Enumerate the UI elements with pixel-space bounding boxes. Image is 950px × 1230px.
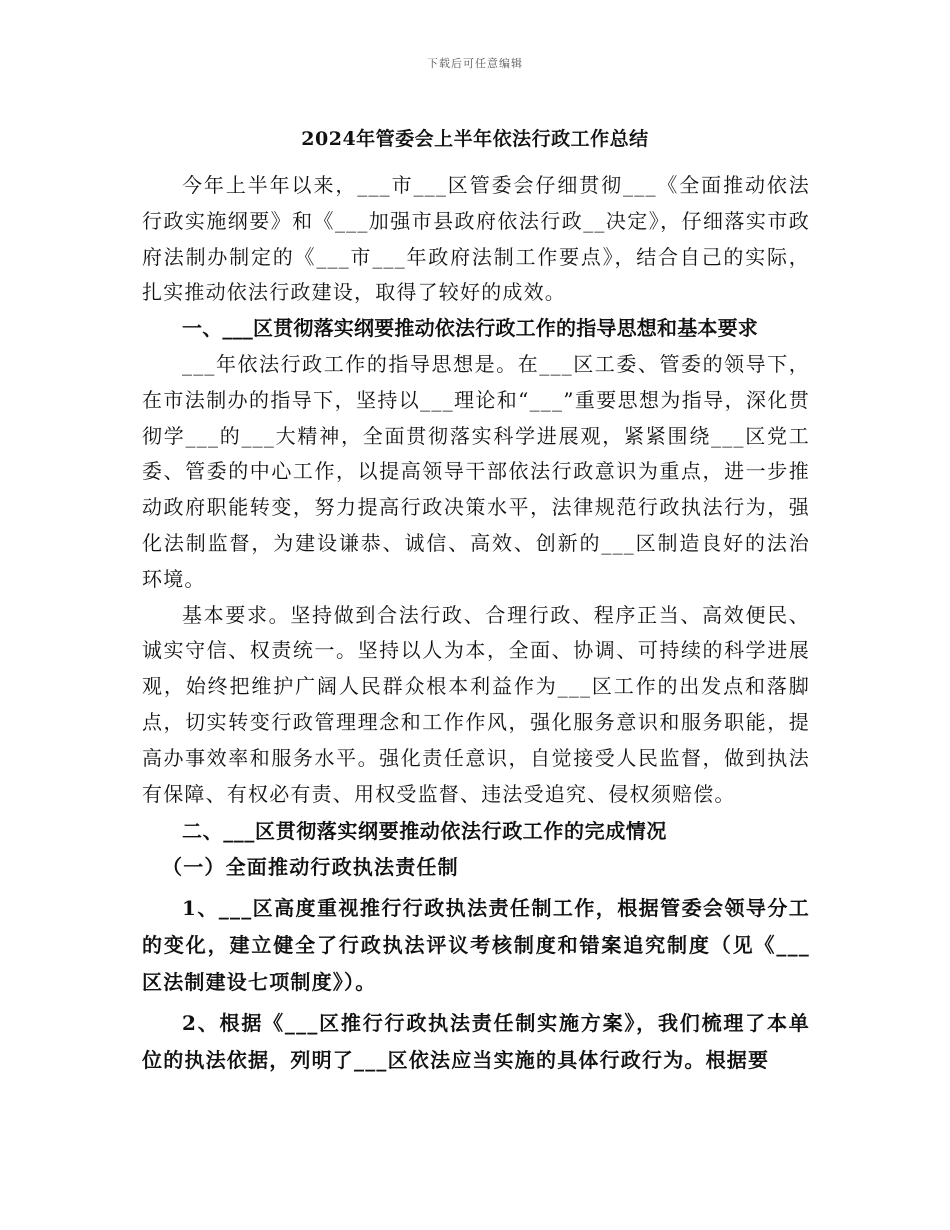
intro-paragraph: 今年上半年以来，___市___区管委会仔细贯彻___《全面推动依法行政实施纲要》和《___加强市县政府依法行政__决定》，仔细落实市政府法制办制定的《___市___年政府法制工作要点》，结合自己的实际，扎实推动依法行政建设，取得了较好的成效。 [142,173,810,305]
item-paragraph-1: 1、___区高度重视推行行政执法责任制工作，根据管委会领导分工的变化，建立健全了行政执法评议考核制度和错案追究制度（见《___区法制建设七项制度》）。 [142,895,810,994]
section-heading-1: 一、___区贯彻落实纲要推动依法行政工作的指导思想和基本要求 [182,316,758,341]
guiding-thought-paragraph: ___年依法行政工作的指导思想是。在___区工委、管委的领导下，在市法制办的指导下，坚持以___理论和“___”重要思想为指导，深化贯彻学___的___大精神，全面贯彻落实科学进展观，紧紧围绕___区党工委、管委的中心工作，以提高领导干部依法行政意识为重点，进一步推动政府职能转变，努力提高行政决策水平，法律规范行政执法行为，强化法制监督，为建设谦恭、诚信、高效、创新的___区制造良好的法治环境。 [142,351,810,591]
document-body [142,168,810,1083]
item-paragraph-2: 2、根据《___区推行行政执法责任制实施方案》，我们梳理了本单位的执法依据，列明了___区依法应当实施的具体行政行为。根据要 [142,1010,810,1072]
section-heading-2: 二、___区贯彻落实纲要推动依法行政工作的完成情况 [182,819,667,844]
header-note: 下载后可任意编辑 [427,57,523,70]
subsection-heading-1: （一）全面推动行政执法责任制 [162,855,459,880]
basic-requirements-paragraph: 基本要求。坚持做到合法行政、合理行政、程序正当、高效便民、诚实守信、权责统一。坚持以人为本，全面、协调、可持续的科学进展观，始终把维护广阔人民群众根本利益作为___区工作的出发点和落脚点，切实转变行政管理理念和工作作风，强化服务意识和服务职能，提高办事效率和服务水平。强化责任意识，自觉接受人民监督，做到执法有保障、有权必有责、用权受监督、违法受追究、侵权须赔偿。 [142,602,810,806]
document-title: 2024年管委会上半年依法行政工作总结 [301,128,649,150]
